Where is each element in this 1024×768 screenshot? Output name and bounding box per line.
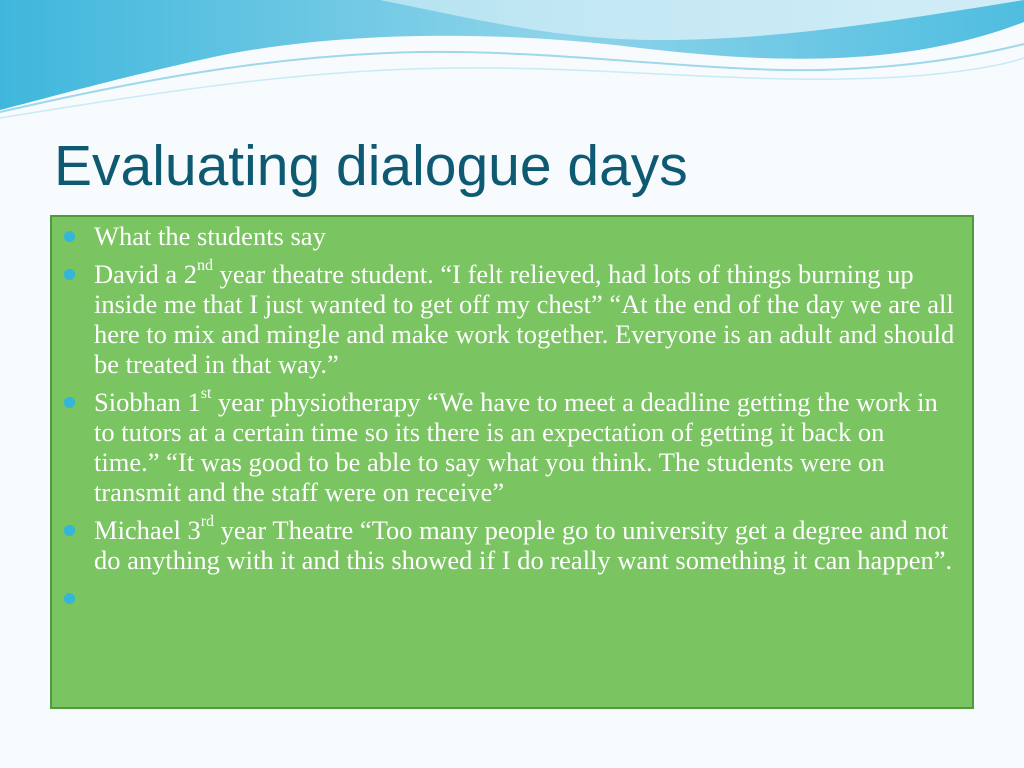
bullet-dot-icon xyxy=(64,593,75,604)
bullet-list xyxy=(52,217,972,613)
bullet-text: year physiotherapy “We have to meet a deadline getting the work in to tutors at a certain time so its there is an expectation of getting it back on time.” “It was good to be able to say what you think. The students were on transmit and the staff were on receive” xyxy=(94,387,938,507)
ordinal-suffix: rd xyxy=(200,513,215,531)
ordinal-suffix: nd xyxy=(197,257,214,275)
bullet-text: year theatre student. “I felt relieved, had lots of things burning up inside me that I just wanted to get off my chest” “At the end of the day we are all here to mix and mingle and make work together. Everyone is an adult and should be treated in that way.” xyxy=(94,259,955,379)
header-wave-decoration xyxy=(0,0,1024,130)
bullet-text: David a 2 xyxy=(94,259,198,289)
bullet-item xyxy=(94,221,956,251)
content-box xyxy=(50,215,974,709)
bullet-dot-icon xyxy=(64,525,75,536)
bullet-text: Siobhan 1 xyxy=(94,387,201,417)
bullet-item xyxy=(94,583,956,613)
bullet-text: Michael 3 xyxy=(94,515,201,545)
bullet-dot-icon xyxy=(64,397,75,408)
slide-title: Evaluating dialogue days xyxy=(54,134,688,198)
bullet-dot-icon xyxy=(64,231,75,242)
bullet-text: year Theatre “Too many people go to university get a degree and not do anything with it and this showed if I do really want something it can happen”. xyxy=(94,515,953,575)
bullet-dot-icon xyxy=(64,269,75,280)
bullet-item xyxy=(94,387,956,507)
ordinal-suffix: st xyxy=(200,385,212,403)
bullet-item xyxy=(94,515,956,575)
bullet-text: What the students say xyxy=(94,221,326,251)
bullet-item xyxy=(94,259,956,379)
